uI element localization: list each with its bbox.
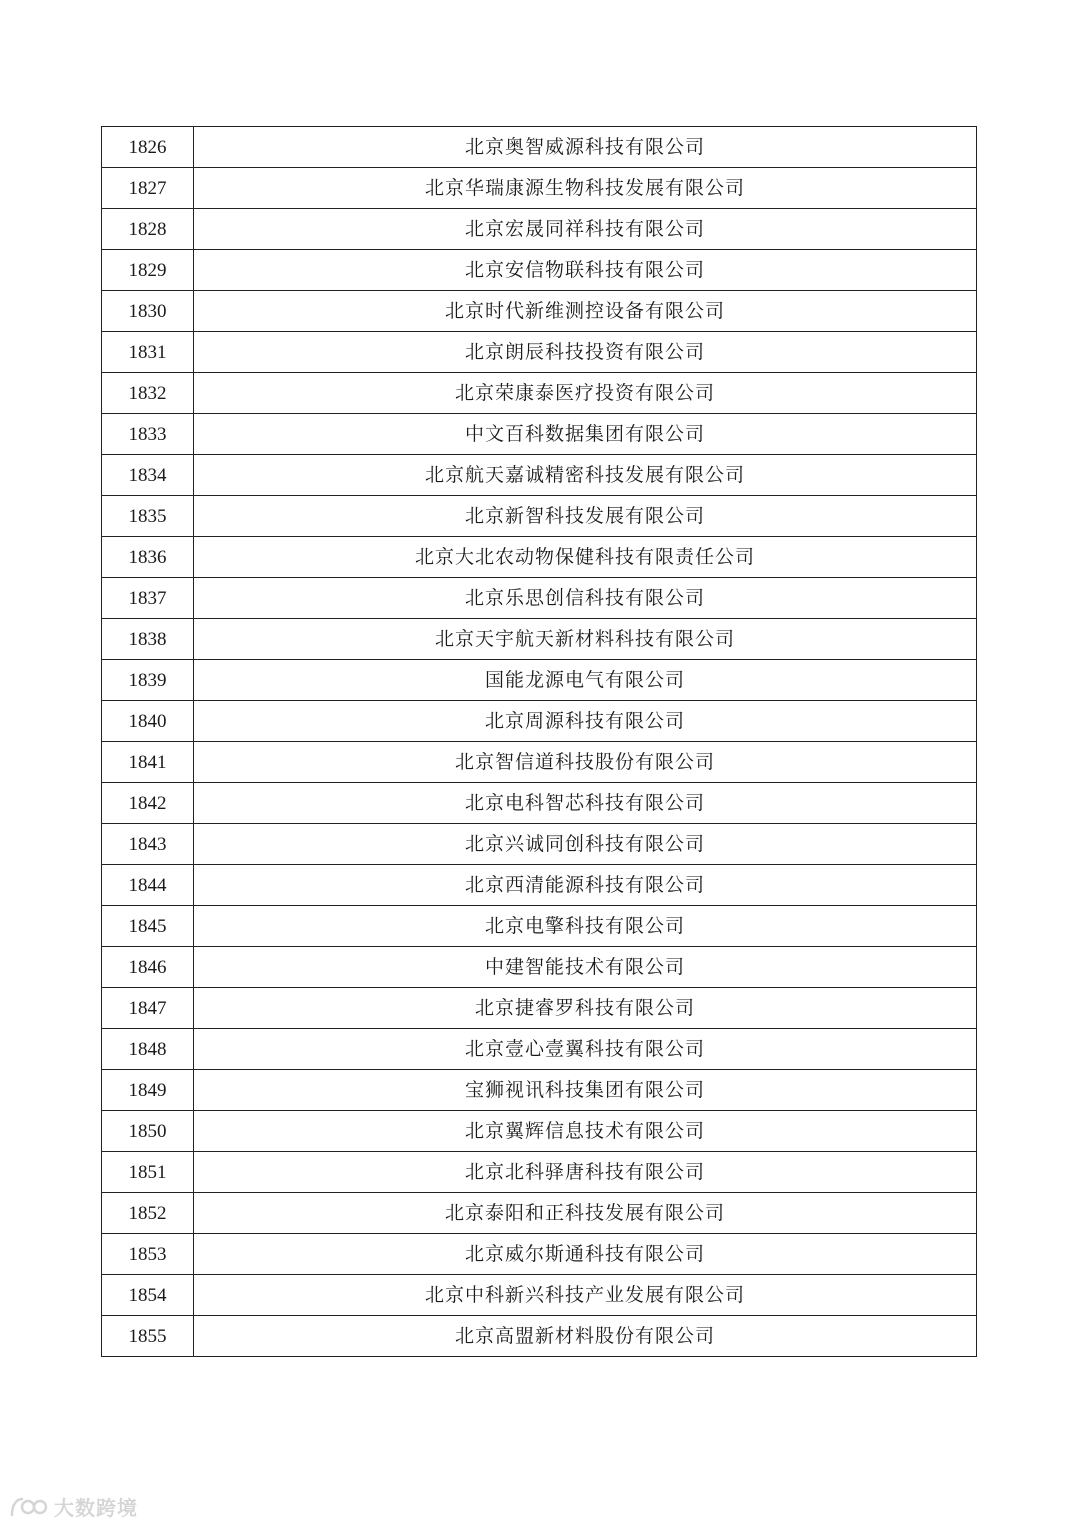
table-row xyxy=(102,537,977,578)
row-number: 1844 xyxy=(102,865,194,906)
row-number: 1830 xyxy=(102,291,194,332)
row-number: 1851 xyxy=(102,1152,194,1193)
company-name: 北京威尔斯通科技有限公司 xyxy=(194,1234,977,1275)
company-name: 北京奥智威源科技有限公司 xyxy=(194,127,977,168)
company-name: 北京大北农动物保健科技有限责任公司 xyxy=(194,537,977,578)
company-name: 北京捷睿罗科技有限公司 xyxy=(194,988,977,1029)
table-row xyxy=(102,988,977,1029)
table-row xyxy=(102,1070,977,1111)
watermark-text: 大数跨境 xyxy=(54,1496,138,1520)
company-name: 北京时代新维测控设备有限公司 xyxy=(194,291,977,332)
row-number: 1829 xyxy=(102,250,194,291)
company-name: 北京电擎科技有限公司 xyxy=(194,906,977,947)
table-row xyxy=(102,865,977,906)
company-name: 中文百科数据集团有限公司 xyxy=(194,414,977,455)
table-row xyxy=(102,1029,977,1070)
table-row xyxy=(102,209,977,250)
row-number: 1835 xyxy=(102,496,194,537)
company-name: 北京天宇航天新材料科技有限公司 xyxy=(194,619,977,660)
company-name: 北京泰阳和正科技发展有限公司 xyxy=(194,1193,977,1234)
table-row xyxy=(102,414,977,455)
row-number: 1850 xyxy=(102,1111,194,1152)
table-row xyxy=(102,1111,977,1152)
company-table xyxy=(101,126,977,1357)
table-row xyxy=(102,250,977,291)
company-name: 北京西清能源科技有限公司 xyxy=(194,865,977,906)
table-row xyxy=(102,701,977,742)
row-number: 1854 xyxy=(102,1275,194,1316)
row-number: 1828 xyxy=(102,209,194,250)
table-row xyxy=(102,1275,977,1316)
table-row xyxy=(102,660,977,701)
company-name: 宝狮视讯科技集团有限公司 xyxy=(194,1070,977,1111)
company-name: 北京新智科技发展有限公司 xyxy=(194,496,977,537)
company-name: 北京中科新兴科技产业发展有限公司 xyxy=(194,1275,977,1316)
company-name: 北京安信物联科技有限公司 xyxy=(194,250,977,291)
company-name: 北京周源科技有限公司 xyxy=(194,701,977,742)
company-name: 北京宏晟同祥科技有限公司 xyxy=(194,209,977,250)
table-row xyxy=(102,1152,977,1193)
row-number: 1845 xyxy=(102,906,194,947)
row-number: 1839 xyxy=(102,660,194,701)
row-number: 1836 xyxy=(102,537,194,578)
company-name: 北京智信道科技股份有限公司 xyxy=(194,742,977,783)
table-row xyxy=(102,127,977,168)
table-row xyxy=(102,332,977,373)
table-row xyxy=(102,455,977,496)
company-name: 北京乐思创信科技有限公司 xyxy=(194,578,977,619)
company-name: 北京翼辉信息技术有限公司 xyxy=(194,1111,977,1152)
row-number: 1834 xyxy=(102,455,194,496)
row-number: 1837 xyxy=(102,578,194,619)
watermark xyxy=(8,1492,138,1521)
row-number: 1843 xyxy=(102,824,194,865)
company-name: 北京北科驿唐科技有限公司 xyxy=(194,1152,977,1193)
company-name: 北京电科智芯科技有限公司 xyxy=(194,783,977,824)
row-number: 1827 xyxy=(102,168,194,209)
table-row xyxy=(102,906,977,947)
table-body xyxy=(102,127,977,1357)
row-number: 1838 xyxy=(102,619,194,660)
company-name: 北京航天嘉诚精密科技发展有限公司 xyxy=(194,455,977,496)
row-number: 1841 xyxy=(102,742,194,783)
row-number: 1852 xyxy=(102,1193,194,1234)
company-name: 北京高盟新材料股份有限公司 xyxy=(194,1316,977,1357)
company-name: 北京荣康泰医疗投资有限公司 xyxy=(194,373,977,414)
table-row xyxy=(102,1193,977,1234)
row-number: 1833 xyxy=(102,414,194,455)
table-row xyxy=(102,578,977,619)
brand-logo-icon xyxy=(8,1495,48,1519)
row-number: 1832 xyxy=(102,373,194,414)
company-name: 中建智能技术有限公司 xyxy=(194,947,977,988)
row-number: 1842 xyxy=(102,783,194,824)
row-number: 1826 xyxy=(102,127,194,168)
table-row xyxy=(102,783,977,824)
table-row xyxy=(102,742,977,783)
company-name: 北京朗辰科技投资有限公司 xyxy=(194,332,977,373)
table-row xyxy=(102,496,977,537)
table-row xyxy=(102,1316,977,1357)
row-number: 1840 xyxy=(102,701,194,742)
table-row xyxy=(102,291,977,332)
company-name: 北京壹心壹翼科技有限公司 xyxy=(194,1029,977,1070)
table-row xyxy=(102,824,977,865)
row-number: 1847 xyxy=(102,988,194,1029)
table-row xyxy=(102,619,977,660)
company-name: 北京兴诚同创科技有限公司 xyxy=(194,824,977,865)
row-number: 1831 xyxy=(102,332,194,373)
row-number: 1848 xyxy=(102,1029,194,1070)
company-name: 北京华瑞康源生物科技发展有限公司 xyxy=(194,168,977,209)
row-number: 1849 xyxy=(102,1070,194,1111)
row-number: 1855 xyxy=(102,1316,194,1357)
table-row xyxy=(102,947,977,988)
table-row xyxy=(102,168,977,209)
table-row xyxy=(102,373,977,414)
row-number: 1853 xyxy=(102,1234,194,1275)
company-name: 国能龙源电气有限公司 xyxy=(194,660,977,701)
table-row xyxy=(102,1234,977,1275)
row-number: 1846 xyxy=(102,947,194,988)
